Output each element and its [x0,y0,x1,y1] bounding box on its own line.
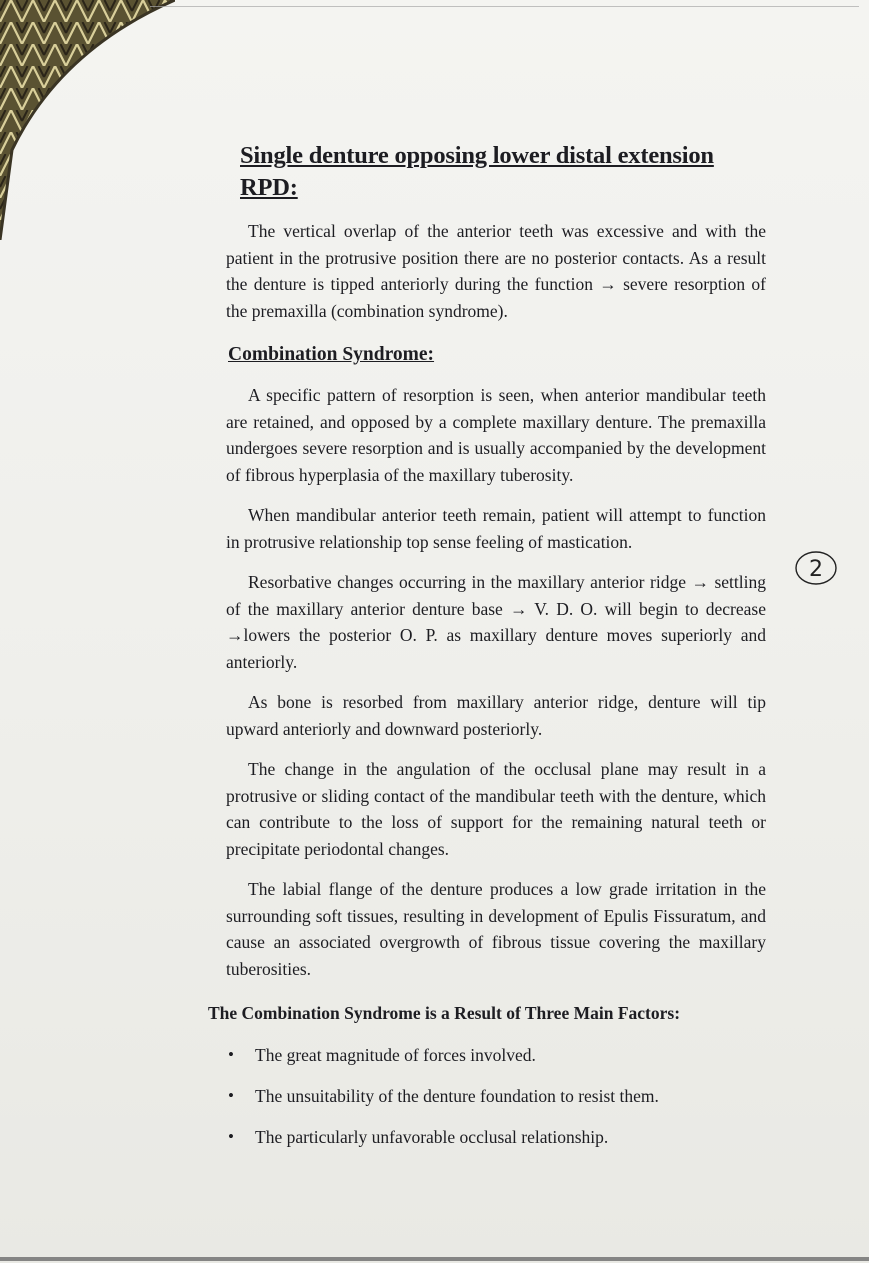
section-heading: Combination Syndrome: [228,344,435,365]
page-mark-text: 2 [809,557,823,582]
paragraph-mandibular-teeth: When mandibular anterior teeth remain, patient will attempt to function in protrusive relationship top sense feeling of mastication. [226,505,766,552]
top-edge-line [150,6,859,7]
paragraph-definition: A specific pattern of resorption is seen, when anterior mandibular teeth are retained, and opposed by a complete maxillary denture. The premaxilla undergoes severe resorption and is usually accompanied by the development of fibrous hyperplasia of the maxillary tuberosity. [226,385,766,485]
list-item [226,1124,766,1150]
intro-paragraph: The vertical overlap of the anterior teeth was excessive and with the patient in the protrusive position there are no posterior contacts. As a result the denture is tipped anteriorly during the function → severe resorption of the premaxilla (combination syndrome). [226,221,766,321]
list-item [226,1042,766,1068]
bottom-edge-line [0,1257,869,1261]
fabric-corner-background [0,0,175,240]
paragraph-occlusal-plane: The change in the angulation of the occlusal plane may result in a protrusive or sliding contact of the mandibular teeth with the denture, which can contribute to the loss of support for the remaining natural teeth or precipitate periodontal changes. [226,759,766,859]
paragraph-resorbative-changes: Resorbative changes occurring in the maxillary anterior ridge → settling of the maxillary anterior denture base → V. D. O. will begin to decrease →lowers the posterior O. P. as maxillary denture moves superiorly and anteriorly. [226,572,766,672]
paragraph-bone-resorption: As bone is resorbed from maxillary anterior ridge, denture will tip upward anteriorly and downward posteriorly. [226,692,766,739]
page-content [208,140,766,1165]
list-item-text: The particularly unfavorable occlusal relationship. [255,1127,609,1147]
handwritten-page-mark [790,548,842,588]
factors-heading: The Combination Syndrome is a Result of Three Main Factors: [208,1003,681,1023]
page-title: Single denture opposing lower distal extension RPD: [240,142,714,201]
bullet-icon: • [228,1045,234,1064]
paragraph-labial-flange: The labial flange of the denture produces a low grade irritation in the surrounding soft tissues, resulting in development of Epulis Fissuratum, and cause an associated overgrowth of fibrous tissue covering the maxillary tuberosities. [226,879,766,979]
list-item [226,1083,766,1109]
bullet-icon: • [228,1127,234,1146]
bullet-icon: • [228,1086,234,1105]
list-item-text: The great magnitude of forces involved. [255,1045,536,1065]
list-item-text: The unsuitability of the denture foundation to resist them. [255,1086,659,1106]
factors-list [226,1042,766,1150]
